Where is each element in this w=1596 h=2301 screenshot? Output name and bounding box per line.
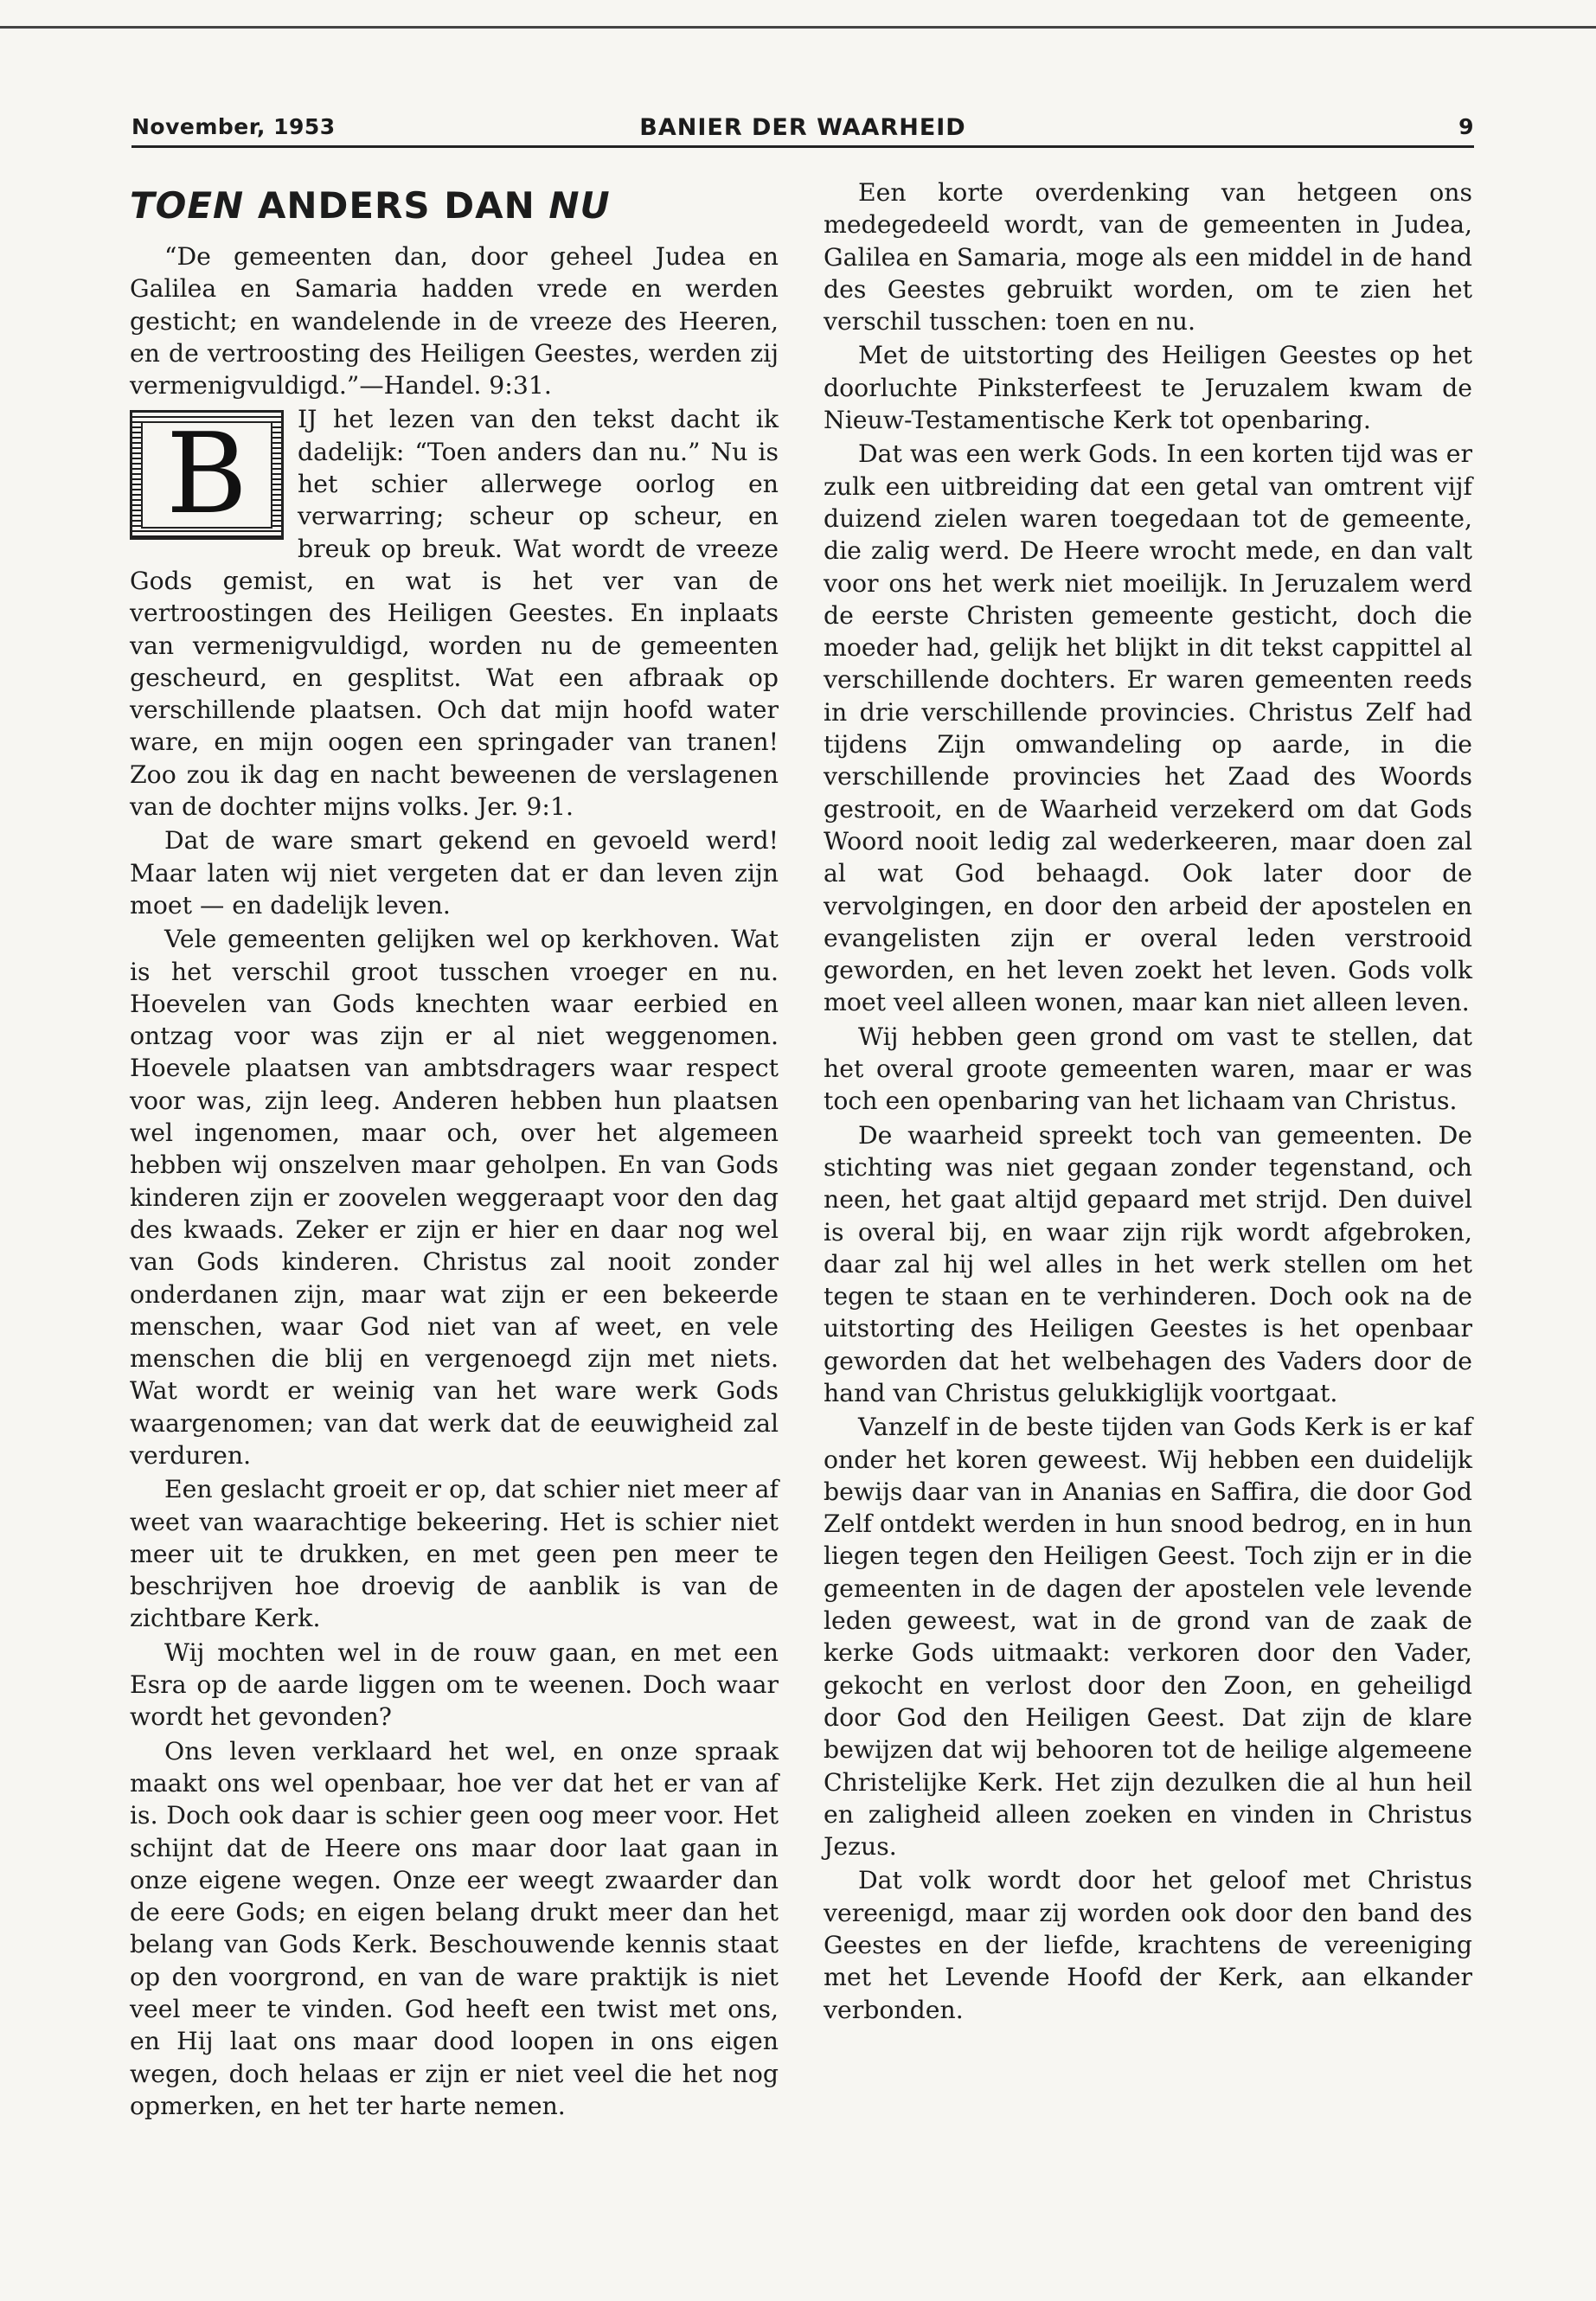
drop-cap-letter: B <box>165 410 248 540</box>
running-header <box>131 111 1474 148</box>
paragraph: De waarheid spreekt toch van gemeenten. De stichting was niet gegaan zonder tegenstand, och neen, het gaat altijd gepaard met strijd. Den duivel is overal bij, en waar zijn rijk wordt afgebroken, daar zal hij wel alles in het werk stellen om het tegen te staan en te verhinderen. Doch ook na de uitstorting des Heiligen Geestes is het openbaar geworden dat het welbehagen des Vaders door de hand van Christus gelukkiglijk voortgaat. <box>824 1120 1472 1407</box>
right-column <box>824 176 1472 2028</box>
title-word-nu: NU <box>548 184 611 227</box>
article-title <box>130 185 779 227</box>
paragraph: Wij hebben geen grond om vast te stellen, dat het overal groote gemeenten waren, maar er was toch een openbaring van het lichaam van Christus. <box>824 1022 1472 1116</box>
epigraph: “De gemeenten dan, door geheel Judea en Galilea en Samaria hadden vrede en werden gesticht; en wandelende in de vreeze des Heeren, en de vertroosting des Heiligen Geestes, werden zij vermenigvuldigd.”—Handel. 9:31. <box>130 242 779 401</box>
drop-cap-frame <box>141 410 272 540</box>
paragraph: Met de uitstorting des Heiligen Geestes op het doorluchte Pinksterfeest te Jeruzalem kwam de Nieuw-Testamentische Kerk tot openbaring. <box>824 341 1472 435</box>
paragraph: Een geslacht groeit er op, dat schier niet meer af weet van waarachtige bekeering. Het is schier niet meer uit te drukken, en met geen pen meer te beschrijven hoe droevig de aanblik is van de zichtbare Kerk. <box>130 1475 779 1633</box>
paragraph: Vanzelf in de beste tijden van Gods Kerk is er kaf onder het koren geweest. Wij hebben een duidelijk bewijs daar van in Ananias en Saffira, die door God Zelf ontdekt werden in hun snood bedrog, en in hun liegen tegen den Heiligen Geest. Toch zijn er in die gemeenten in de dagen der apostelen vele levende leden geweest, wat in de grond van de zaak de kerke Gods uitmaakt: verkoren door den Vader, gekocht en verlost door den Zoon, en geheiligd door God den Heiligen Geest. Dat zijn de klare bewijzen dat wij behooren tot de heilige algemeene Christelijke Kerk. Het zijn dezulken die al hun heil en zaligheid alleen zoeken en vinden in Christus Jezus. <box>824 1413 1472 1862</box>
masthead-title: BANIER DER WAARHEID <box>639 114 966 141</box>
page-top-rule <box>0 26 1596 29</box>
title-word-toen: TOEN <box>130 184 245 227</box>
paragraph: Dat volk wordt door het geloof met Christus vereenigd, maar zij worden ook door den band des Geestes en der liefde, krachtens de vereeniging met het Levende Hoofd der Kerk, aan elkander verbonden. <box>824 1866 1472 2024</box>
paragraph: IJ het lezen van den tekst dacht ik dadelijk: “Toen anders dan nu.” Nu is het schier allerwege oorlog en verwarring; scheur op scheur, en breuk op breuk. Wat wordt de vreeze Gods gemist, en wat is het ver van de vertroostingen des Heiligen Geestes. En inplaats van vermenigvuldigd, worden nu de gemeenten gescheurd, en gesplitst. Wat een afbraak op verschillende plaatsen. Och dat mijn hoofd water ware, en mijn oogen een springader van tranen! Zoo zou ik dag en nacht beweenen de verslagenen van de dochter mijns volks. Jer. 9:1. <box>130 405 779 822</box>
page-number: 9 <box>1458 114 1474 139</box>
paragraph: Dat de ware smart gekend en gevoeld werd! Maar laten wij niet vergeten dat er dan leven zijn moet — en dadelijk leven. <box>130 826 779 920</box>
paragraph: Wij mochten wel in de rouw gaan, en met een Esra op de aarde liggen om te weenen. Doch waar wordt het gevonden? <box>130 1638 779 1732</box>
drop-cap-ornament <box>130 410 284 540</box>
title-middle: ANDERS DAN <box>244 184 549 227</box>
issue-date: November, 1953 <box>131 114 336 139</box>
paragraph: Vele gemeenten gelijken wel op kerkhoven. Wat is het verschil groot tusschen vroeger en nu. Hoevelen van Gods knechten waar eerbied en ontzag voor was zijn er al niet weggenomen. Hoevele plaatsen van ambtsdragers waar respect voor was, zijn leeg. Anderen hebben hun plaatsen wel ingenomen, maar och, over het algemeen hebben wij onszelven maar geholpen. En van Gods kinderen zijn er zoovelen weggeraapt voor den dag des kwaads. Zeker er zijn er hier en daar nog wel van Gods kinderen. Christus zal nooit zonder onderdanen zijn, maar wat zijn er een bekeerde menschen, waar God niet van af weet, en vele menschen die blij en vergenoegd zijn met niets. Wat wordt er weinig van het ware werk Gods waargenomen; van dat werk dat de eeuwigheid zal verduren. <box>130 925 779 1470</box>
paragraph: Een korte overdenking van hetgeen ons medegedeeld wordt, van de gemeenten in Judea, Galilea en Samaria, moge als een middel in de hand des Geestes gebruikt worden, om te zien het verschil tusschen: toen en nu. <box>824 178 1472 336</box>
paragraph: Dat was een werk Gods. In een korten tijd was er zulk een uitbreiding dat een getal van omtrent vijf duizend zielen waren toegedaan tot de gemeente, die zalig werd. De Heere wrocht mede, en dan valt voor ons het werk niet moeilijk. In Jeruzalem werd de eerste Christen gemeente gesticht, doch die moeder had, gelijk het blijkt in dit tekst cappittel al verschillende dochters. Er waren gemeenten reeds in drie verschillende provincies. Christus Zelf had tijdens Zijn omwandeling op aarde, in die verschillende provincies het Zaad des Woords gestrooit, en de Waarheid verzekerd om dat Gods Woord nooit ledig zal wederkeeren, maar doen zal al wat God behaagd. Ook later door de vervolgingen, en door den arbeid der apostelen en evangelisten zijn er overal leden verstrooid geworden, en het leven zoekt het leven. Gods volk moet veel alleen wonen, maar kan niet alleen leven. <box>824 439 1472 1017</box>
left-column <box>130 176 779 2124</box>
paragraph: Ons leven verklaard het wel, en onze spraak maakt ons wel openbaar, hoe ver dat het er van af is. Doch ook daar is schier geen oog meer voor. Het schijnt dat de Heere ons maar door laat gaan in onze eigene wegen. Onze eer weegt zwaarder dan de eere Gods; en eigen belang drukt meer dan het belang van Gods Kerk. Beschouwende kennis staat op den voorgrond, en van de ware praktijk is niet veel meer te vinden. God heeft een twist met ons, en Hij laat ons maar dood loopen in ons eigen wegen, doch helaas er zijn er niet veel die het nog opmerken, en het ter harte nemen. <box>130 1736 779 2120</box>
